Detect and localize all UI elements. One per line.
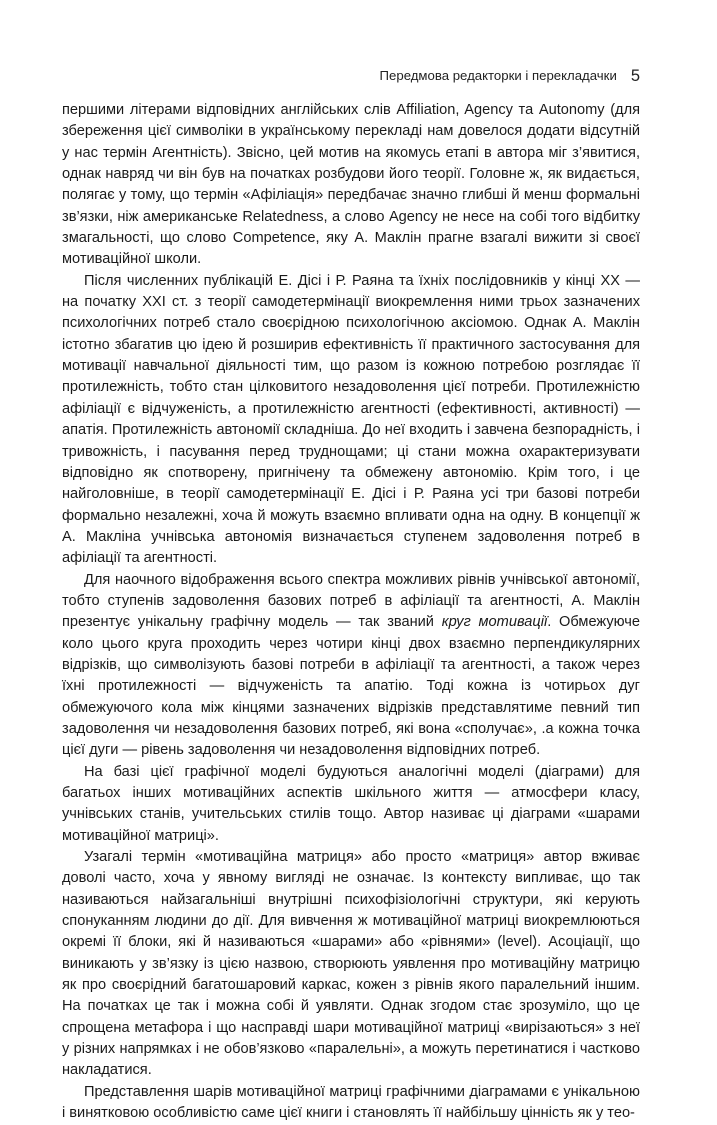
emphasis-term: круг мотивації bbox=[441, 614, 548, 631]
paragraph-4: На базі цієї графічної моделі будуються аналогічні моделі (діаграми) для багатьох інших мотиваційних аспектів шкільного життя — атмосфери класу, учнівських станів, учительських стилів тощо. Автор називає ці діаграми «шарами мотиваційної матриці». bbox=[62, 763, 640, 844]
paragraph-6: Представлення шарів мотиваційної матриці графічними діаграмами є унікальною і винятковою особливістю саме цієї книги і становлять її найбільшу цінність як у тео- bbox=[62, 1083, 640, 1122]
paragraph-3-part-1: Для наочного відображення всього спектра можливих рівнів учнівської автономії, тобто ступенів задоволення базових потреб в афіліації та агентності, А. Маклін презентує унікальну графічну модель — так званий bbox=[62, 571, 640, 631]
running-header bbox=[62, 66, 640, 85]
paragraph-3 bbox=[62, 570, 640, 762]
paragraph-2: Після численних публікацій Е. Дісі і Р. Раяна та їхніх послідовників у кінці XX — на початку XXI ст. з теорії самодетермінації виокремлення ними трьох зазначених психологічних потреб стало своєрідною психологічною аксіомою. Однак А. Маклін істотно збагатив цю ідею й розширив ефективність її практичного застосування для мотивації навчальної діяльності тим, що разом із кожною потребою розглядає її протилежність, тобто стан цілковитого незадоволення цієї потреби. Протилежністю афіліації є відчуженість, а протилежністю агентності (ефективності, активності) — апатія. Протилежність автономії складніша. До неї входить і завчена безпорадність, і тривожність, і пасування перед труднощами; ці стани можна охарактеризувати відповідно як спотворену, пригнічену та обмежену автономію. Крім того, і це найголовніше, в теорії самодетермінації Е. Дісі і Р. Раяна усі три базові потреби формально незалежні, хоча й можуть взаємно впливати одна на одну. В концепції ж А. Макліна учнівська автономія визначається ступенем задоволення потреб в афіліації та агентності. bbox=[62, 272, 640, 567]
paragraph-3-part-2: . Обмежуюче коло цього круга проходить через чотири кінці двох взаємно перпендикулярних відрізків, що символізують базові потреби в афіліації та агентності, а також через їхні протилежності — відчуженість та апатію. Тоді кожна із чотирьох дуг обмежуючого кола між кінцями зазначених відрізків представлятиме певний тип задоволення чи незадоволення базових потреб, які вона «сполучає», .а кожна точка цієї дуги — рівень задоволення чи незадоволення відповідних потреб. bbox=[62, 614, 640, 759]
page-number: 5 bbox=[630, 67, 640, 85]
body-text bbox=[62, 100, 640, 1125]
paragraph-5: Узагалі термін «мотиваційна матриця» або просто «матриця» автор вживає доволі часто, хоча у явному вигляді не означає. Із контексту випливає, що так називаються найзагальніші внутрішні психофізіологічні структури, які керують спонуканням людини до дії. Для вивчення ж мотиваційної матриці виокремлюються окремі її блоки, які й називаються «шарами» або «рівнями» (level). Асоціації, що виникають у зв’язку із цією назвою, створюють уявлення про мотиваційну матрицю як про своєрідний багатошаровий каркас, кожен з рівнів якого паралельний іншим. На початках це так і можна собі й уявляти. Однак згодом стає зрозуміло, що це спрощена метафора і що насправді шари мотиваційної матриці «вирізаються» з неї у різних напрямках і не обов’язково «паралельні», а можуть перетинатися і частково накладатися. bbox=[62, 849, 640, 1079]
running-title: Передмова редакторки і перекладачки bbox=[379, 68, 617, 83]
paragraph-1: першими літерами відповідних англійських слів Affiliation, Agency та Autonomy (для збереження цієї символіки в українському перекладі нам довелося додати відсутній у нас термін Агентність). Звісно, цей мотив на якомусь етапі в автора міг з’явитися, однак навряд чи він був на початках розбудови його теорії. Головне ж, як видається, полягає у тому, що термін «Афіліація» передбачає значно глибші й менш формальні зв’язки, ніж американське Relatedness, а слово Agency не несе на собі того відбитку змагальності, що слово Competence, яку А. Маклін прагне взагалі вижити зі своєї мотиваційної школи. bbox=[62, 102, 640, 268]
